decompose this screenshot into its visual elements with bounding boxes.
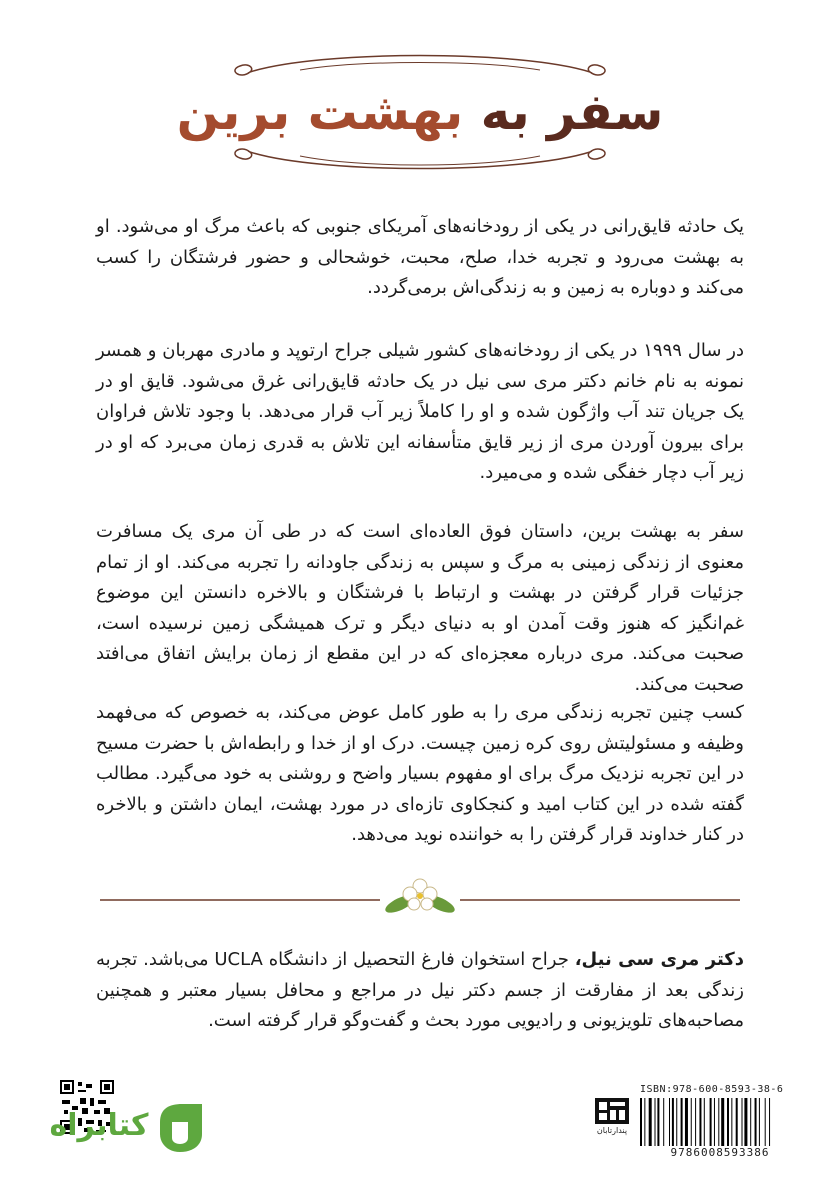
- isbn-label: ISBN:978-600-8593-38-6: [640, 1084, 784, 1095]
- barcode-bar: [655, 1098, 656, 1146]
- barcode-bar: [765, 1098, 766, 1146]
- barcode-bar: [736, 1098, 738, 1146]
- barcode-bar: [685, 1098, 688, 1146]
- barcode-bar: [663, 1098, 664, 1146]
- ketabrah-logo-icon: [152, 1100, 207, 1155]
- paragraph-2: در سال ۱۹۹۹ در یکی از رودخانه‌های کشور شیلی جراح ارتوپد و مادری مهربان و همسر نمونه به نام خانم دکتر مری سی نیل در یک حادثه قایق‌رانی غرق می‌شود. قایق او در یک جریان تند آب واژگون شده و او را کاملاً زیر آب قرار می‌دهد. با وجود تلاش فراوان برای بیرون آوردن مری از زیر قایق متأسفانه این تلاش به قدری زمان می‌برد که او در زیر آب دچار خفگی شده و می‌میرد.: [96, 340, 745, 483]
- barcode-bar: [672, 1098, 674, 1146]
- title-part-1: سفر به: [480, 83, 664, 141]
- barcode-bar: [742, 1098, 743, 1146]
- barcode: [640, 1098, 800, 1146]
- barcode-bar: [710, 1098, 712, 1146]
- paragraph-4: کسب چنین تجربه زندگی مری را به طور کامل عوض می‌کند، به خصوص که می‌فهمد وظیفه و مسئولیتش روی کره زمین چیست. درک او از خدا و رابطه‌اش با حضرت مسیح در این تجربه نزدیک مرگ برای او مفهوم بسیار واضح و روشنی به خود می‌گیرد. مطالب گفته شده در این کتاب امید و کنجکاوی تازه‌ای در مورد بهشت، ایمان داشتن و بالاخره در کنار خداوند قرار گرفتن را به خواننده نوید می‌دهد.: [96, 702, 744, 845]
- publisher-name: پندارتابان: [596, 1126, 628, 1135]
- barcode-bar: [769, 1098, 770, 1146]
- barcode-bar: [759, 1098, 760, 1146]
- barcode-bar: [714, 1098, 715, 1146]
- barcode-bar: [721, 1098, 724, 1146]
- paragraph-1: یک حادثه قایق‌رانی در یکی از رودخانه‌های آمریکای جنوبی که باعث مرگ او می‌شود. او به بهشت می‌رود و تجربه خدا، صلح، محبت، خوشحالی و حضور فرشتگان را کسب می‌کند و دوباره به زمین و به زندگی‌اش برمی‌گردد.: [96, 216, 744, 298]
- publisher-logo: [592, 1098, 632, 1140]
- barcode-bar: [727, 1098, 729, 1146]
- barcode-bar: [704, 1098, 705, 1146]
- barcode-bar: [750, 1098, 751, 1146]
- barcode-bar: [676, 1098, 677, 1146]
- barcode-bar: [644, 1098, 645, 1146]
- barcode-bar: [681, 1098, 683, 1146]
- barcode-bar: [695, 1098, 696, 1146]
- publisher-logo-text: کتابراه: [49, 1108, 149, 1143]
- author-name: دکتر مری سی نیل،: [574, 949, 744, 970]
- publisher-emblem-icon: [595, 1098, 629, 1124]
- barcode-bar: [755, 1098, 757, 1146]
- barcode-bar: [669, 1098, 670, 1146]
- flower-divider: [0, 868, 840, 928]
- bottom-ornament: [0, 140, 840, 185]
- title-part-2: بهشت برین: [176, 83, 464, 141]
- author-bio: [96, 945, 744, 1037]
- barcode-bar: [691, 1098, 692, 1146]
- paragraph-3: سفر به بهشت برین، داستان فوق العاده‌ای است که در طی آن مری یک مسافرت معنوی از زندگی زمینی به مرگ و سپس به زندگی جاودانه را تجربه می‌کند. او از تمام جزئیات قرار گرفتن در بهشت و ارتباط با فرشتگان و بالاخره دانستن این موضوع غم‌انگیز که هنوز وقت آمدن او به دنیای دیگر و ترک همیشگی زمین نرسیده است، صحبت می‌کند. مری درباره معجزه‌ای که در این مقطع از زمان برایش اتفاق می‌افتد صحبت می‌کند.: [96, 521, 744, 695]
- barcode-bar: [718, 1098, 719, 1146]
- barcode-bar: [744, 1098, 747, 1146]
- barcode-bar: [649, 1098, 652, 1146]
- barcode-bar: [731, 1098, 732, 1146]
- barcode-bar: [657, 1098, 659, 1146]
- book-title: [0, 82, 840, 142]
- author-bio-text: جراح استخوان فارغ التحصیل از دانشگاه UCLA می‌باشد. تجربه زندگی بعد از مفارقت از جسم دکتر نیل در مراجع و محافل بسیار معتبر و همچنین مصاحبه‌های تلویزیونی و رادیویی مورد بحث و گفت‌وگو قرار گرفته است.: [96, 949, 744, 1031]
- barcode-digits: 9786008593386: [670, 1146, 770, 1159]
- barcode-bar: [699, 1098, 701, 1146]
- barcode-bar: [640, 1098, 642, 1146]
- top-ornament: [0, 40, 840, 85]
